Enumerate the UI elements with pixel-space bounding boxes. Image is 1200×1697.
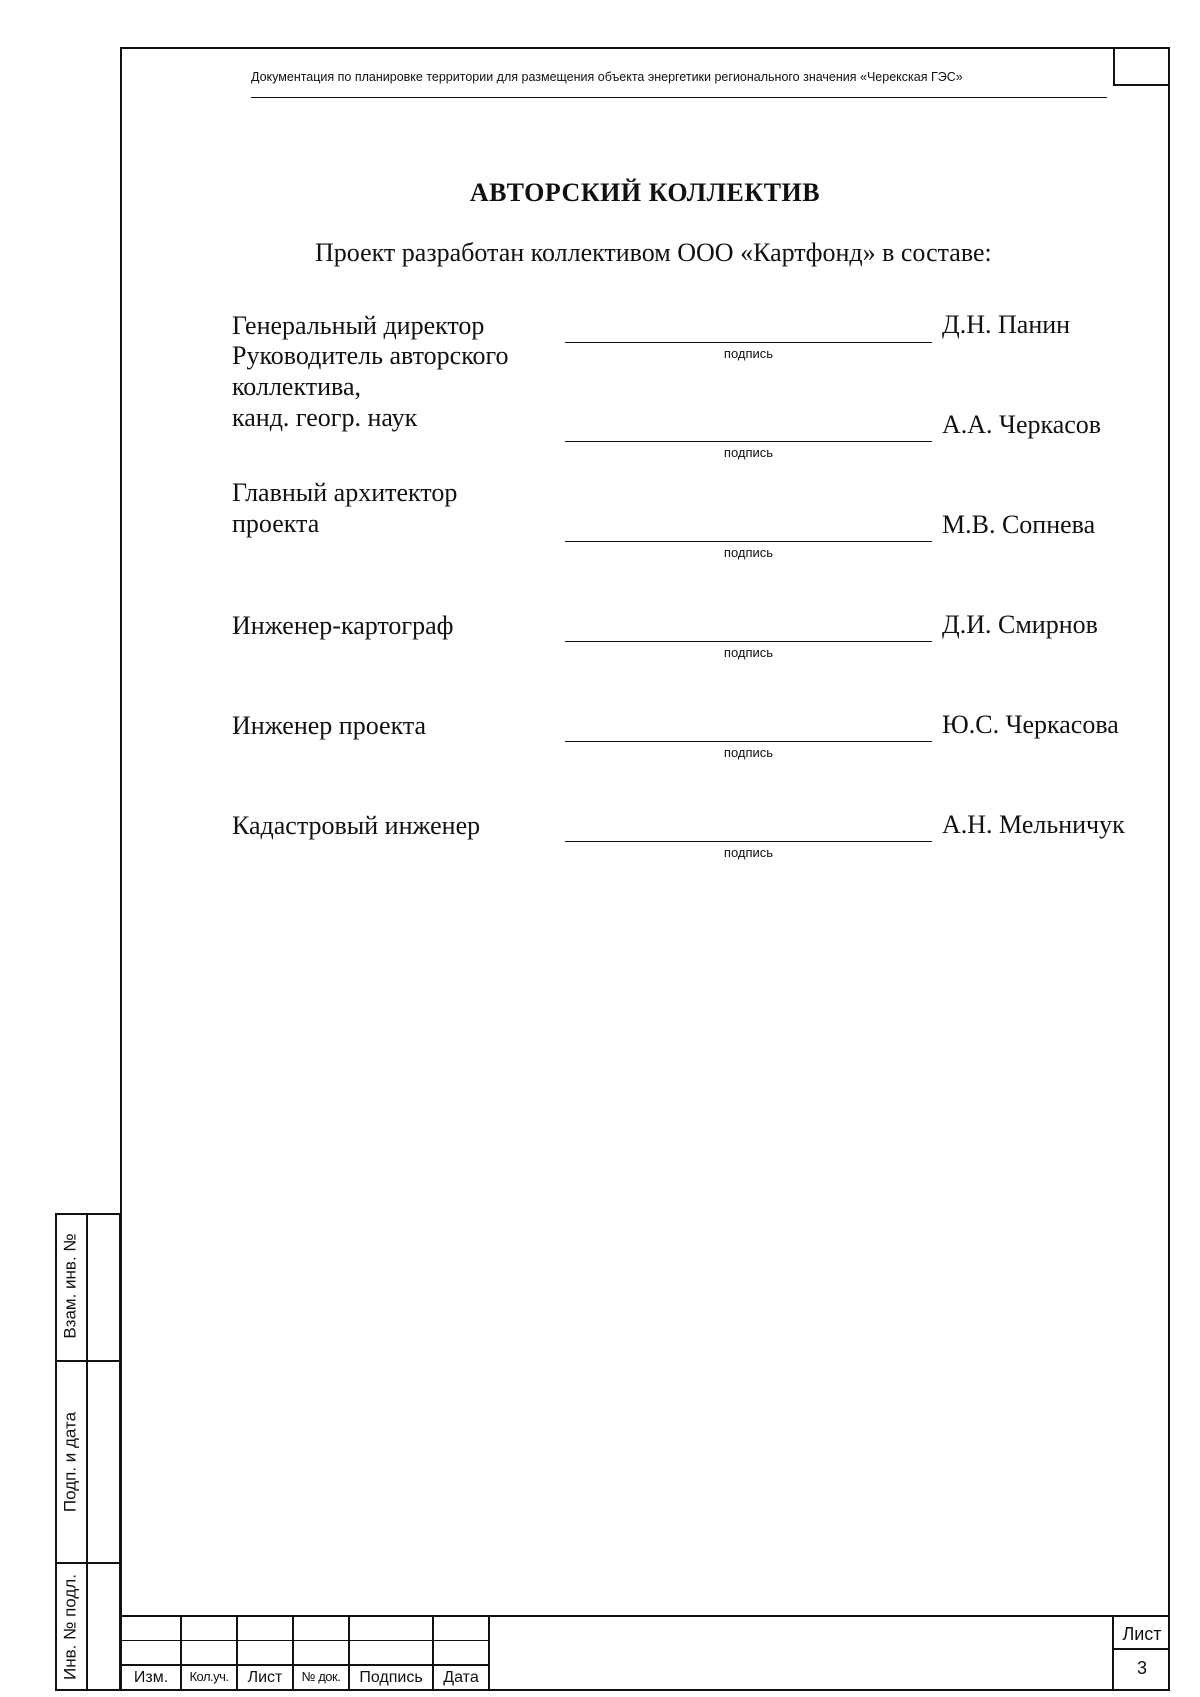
col-izm: Изм.: [133, 1669, 169, 1686]
title-block-row: [1112, 1648, 1170, 1650]
author-name: А.А. Черкасов: [942, 410, 1102, 439]
signature-line: [565, 441, 932, 442]
col-doc-no: № док.: [301, 1669, 341, 1684]
signature-line: [565, 541, 932, 542]
author-name: Д.И. Смирнов: [942, 610, 1098, 639]
signature-line: [565, 641, 932, 642]
signature-caption: подпись: [723, 346, 774, 361]
page-subtitle: Проект разработан коллективом ООО «Картфонд» в составе:: [315, 238, 992, 267]
author-role: Главный архитектор проекта: [232, 478, 458, 538]
signature-caption: подпись: [723, 645, 774, 660]
author-role: Инженер-картограф: [232, 611, 454, 640]
col-list: Лист: [247, 1669, 283, 1686]
signature-caption: подпись: [723, 545, 774, 560]
sheet-label: Лист: [1122, 1624, 1162, 1644]
signature-caption: подпись: [723, 845, 774, 860]
side-label-podp: Подп. и дата: [60, 1411, 80, 1513]
title-block-col: [488, 1615, 490, 1691]
author-role: Руководитель авторского коллектива, канд. геогр. наук: [232, 341, 509, 432]
document-header: Документация по планировке территории для размещения объекта энергетики регионального значения «Черекская ГЭС»: [251, 70, 963, 84]
signature-caption: подпись: [723, 445, 774, 460]
side-stamp-divider: [86, 1213, 88, 1691]
side-label-vzam: Взам. инв. №: [60, 1233, 80, 1339]
page-title: АВТОРСКИЙ КОЛЛЕКТИВ: [469, 178, 821, 207]
title-block-top: [120, 1615, 1170, 1617]
col-podpis: Подпись: [359, 1669, 423, 1686]
sheet-number: 3: [1136, 1658, 1147, 1678]
author-name: Ю.С. Черкасова: [942, 710, 1119, 739]
signature-line: [565, 841, 932, 842]
author-name: Д.Н. Панин: [942, 310, 1071, 339]
title-block-row: [120, 1664, 490, 1666]
page-frame: [120, 47, 1170, 1691]
header-rule: [251, 97, 1107, 98]
col-kol-uch: Кол.уч.: [189, 1669, 229, 1684]
side-cell-inv: [55, 1564, 86, 1691]
author-role: Генеральный директор: [232, 311, 485, 340]
title-block-row: [120, 1640, 490, 1641]
author-role: Инженер проекта: [232, 711, 427, 740]
header-sheet-box: [1113, 48, 1168, 86]
col-data: Дата: [443, 1669, 479, 1686]
side-cell-podp: [55, 1362, 86, 1562]
side-cell-vzam: [55, 1213, 86, 1360]
author-role: Кадастровый инженер: [232, 811, 481, 840]
signature-line: [565, 741, 932, 742]
author-name: А.Н. Мельничук: [942, 810, 1125, 839]
side-label-inv: Инв. № подл.: [60, 1574, 80, 1680]
signature-caption: подпись: [723, 745, 774, 760]
signature-line: [565, 342, 932, 343]
author-name: М.В. Сопнева: [942, 510, 1096, 539]
